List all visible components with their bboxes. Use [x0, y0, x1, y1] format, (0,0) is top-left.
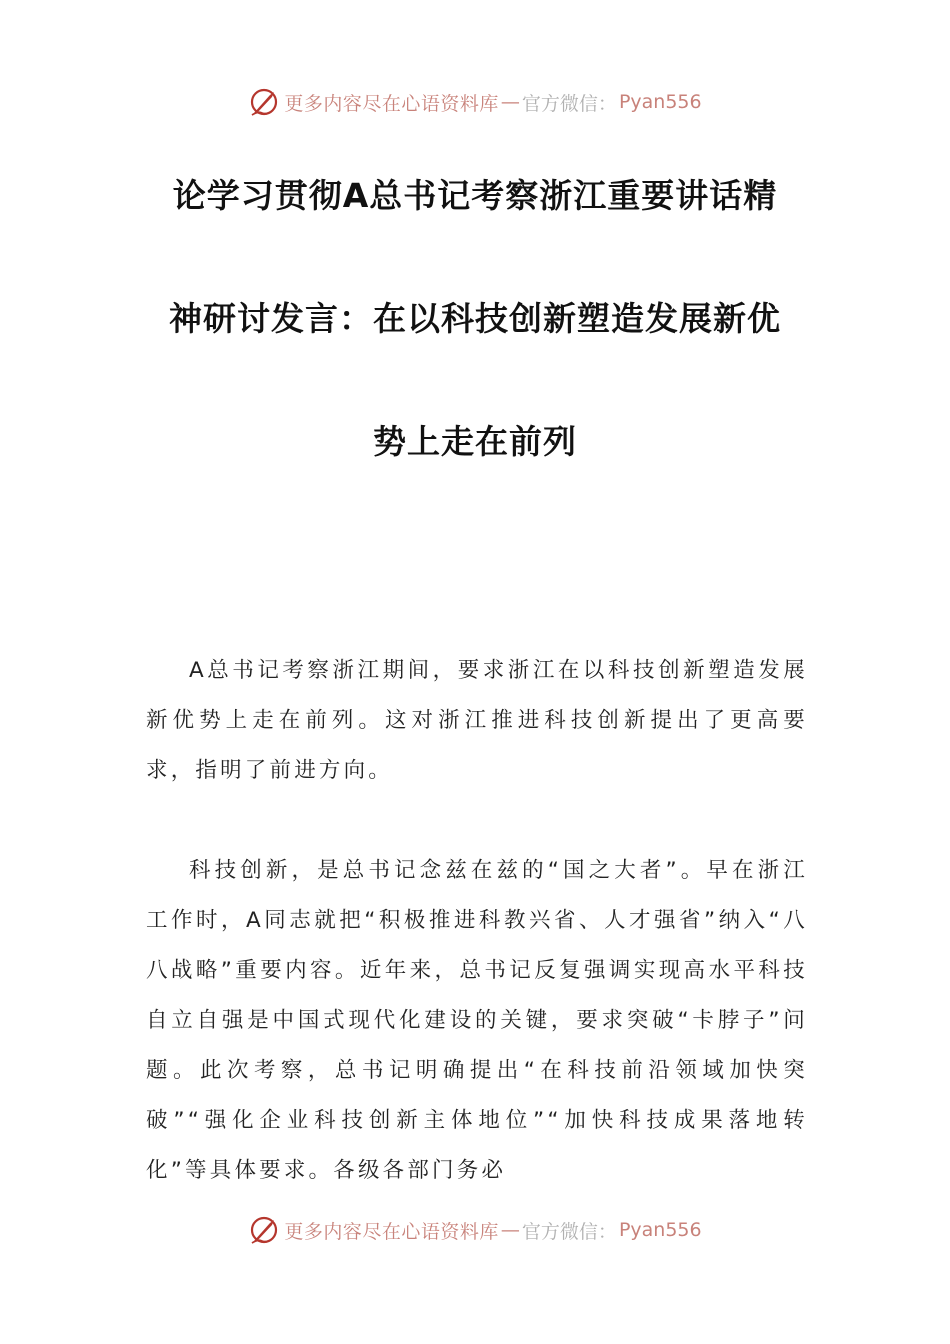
watermark-id: Pyan556	[618, 91, 702, 113]
watermark-id: Pyan556	[618, 1219, 702, 1241]
paragraph-1: A总书记考察浙江期间，要求浙江在以科技创新塑造发展新优势上走在前列。这对浙江推进科技创新提出了更高要求，指明了前进方向。	[146, 658, 808, 783]
watermark-dash: —	[500, 1219, 520, 1241]
quill-pen-icon	[248, 86, 280, 118]
watermark-label: 官方微信：	[521, 92, 617, 115]
watermark-dash: —	[500, 91, 520, 113]
watermark-label: 官方微信：	[521, 1220, 617, 1243]
document-body	[146, 646, 808, 1246]
title-line-2: 神研讨发言：在以科技创新塑造发展新优	[169, 299, 781, 338]
watermark-main-text: 更多内容尽在心语资料库	[284, 1220, 499, 1243]
quill-pen-icon	[248, 1214, 280, 1246]
footer-watermark	[0, 1210, 950, 1250]
title-line-1: 论学习贯彻A总书记考察浙江重要讲话精	[172, 176, 778, 215]
header-watermark	[0, 82, 950, 122]
document-title	[140, 166, 810, 472]
watermark-main-text: 更多内容尽在心语资料库	[284, 92, 499, 115]
paragraph-2: 科技创新，是总书记念兹在兹的“国之大者”。早在浙江工作时，A同志就把“积极推进科教兴省、人才强省”纳入“八八战略”重要内容。近年来，总书记反复强调实现高水平科技自立自强是中国式现代化建设的关键，要求突破“卡脖子”问题。此次考察，总书记明确提出“在科技前沿领域加快突破”“强化企业科技创新主体地位”“加快科技成果落地转化”等具体要求。各级各部门务必	[146, 858, 808, 1183]
title-line-3: 势上走在前列	[373, 422, 577, 461]
